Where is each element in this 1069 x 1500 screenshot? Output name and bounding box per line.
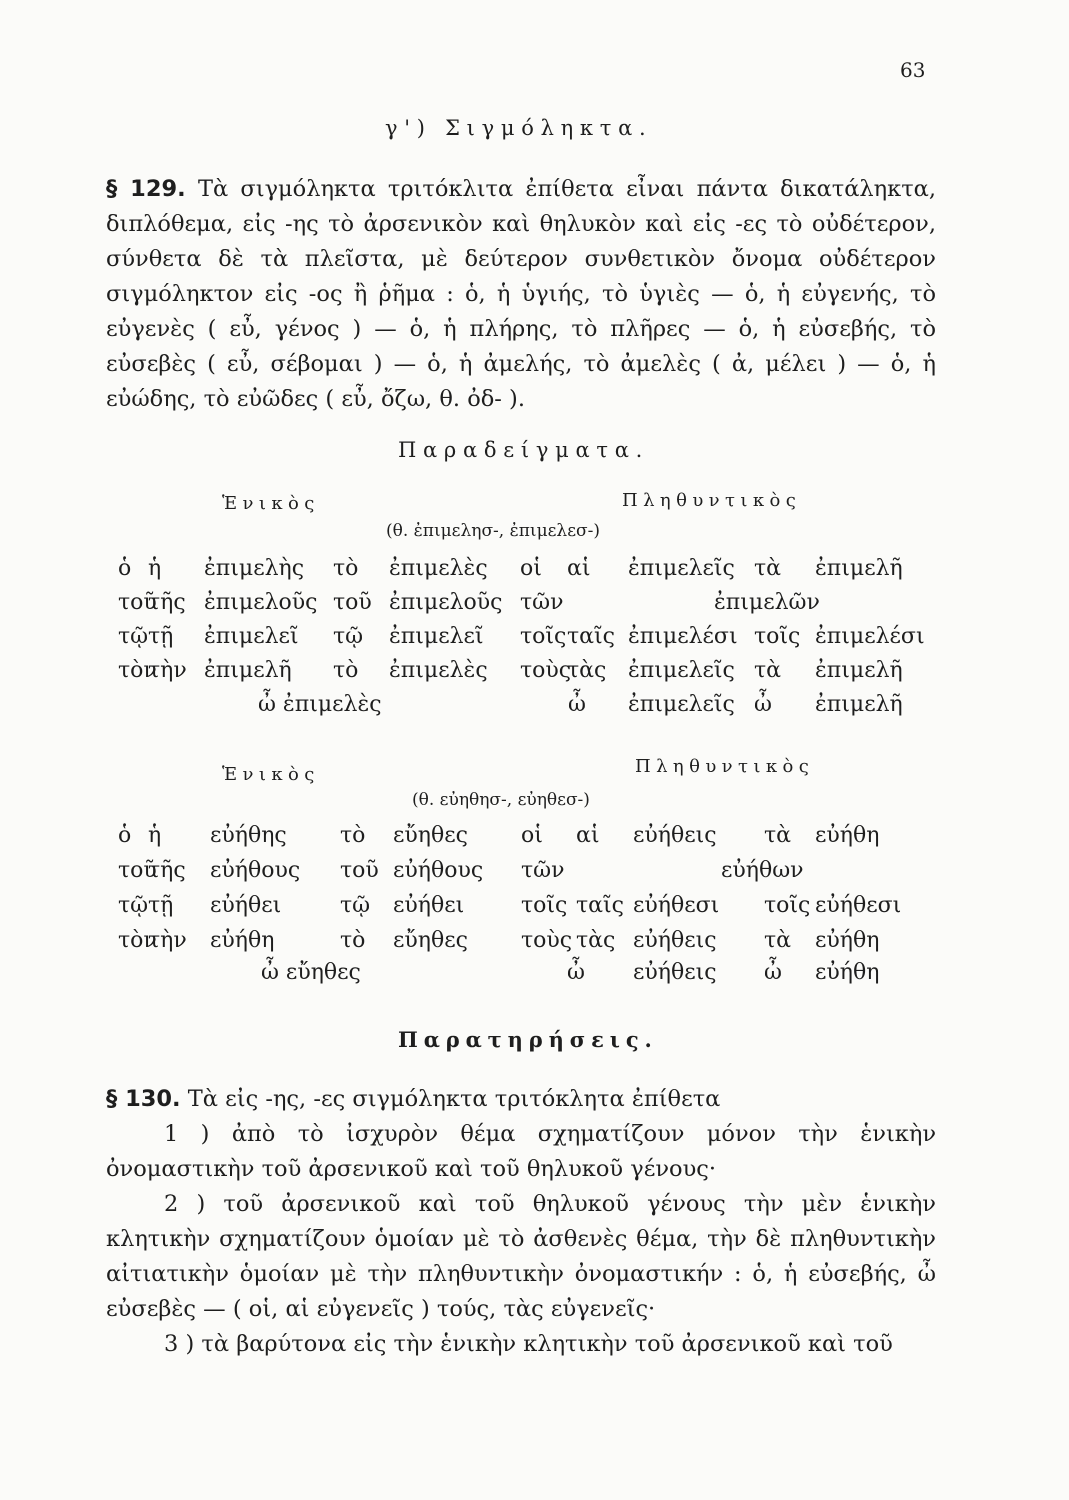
table-cell-article-pl-m: οἱ [520, 556, 542, 581]
table-cell-vocative: ὦ ἐπιμελὲς [258, 692, 382, 717]
table-cell-article-f: τῇ [148, 624, 174, 649]
table-cell-article-n: τῷ [333, 624, 364, 649]
paragraph-130 [106, 1082, 936, 1362]
table-cell-form-pl-mf: ἐπιμελεῖς [628, 556, 735, 581]
table-cell-form-pl-mf: εὐήθεις [633, 823, 717, 848]
table-cell-article-n: τὸ [333, 658, 359, 683]
table-cell-article-m: τὸν [118, 928, 157, 953]
table-cell-article-f: τῇ [148, 893, 174, 918]
table-cell-form-pl-n: ἐπιμελέσι [815, 624, 925, 649]
table-cell-form-pl-mf: εὐήθεσι [633, 893, 720, 918]
section-number: § 130. [106, 1086, 181, 1112]
page-number: 63 [900, 58, 926, 82]
examples-heading: Παραδείγματα. [398, 438, 649, 462]
table-cell-article-m: ὁ [118, 823, 132, 848]
observations-heading: Παρατηρήσεις. [398, 1027, 658, 1052]
table-cell-article-f: τὴν [148, 928, 187, 953]
table-cell-article-pl-f: αἱ [576, 823, 600, 848]
plural-label: Πληθυντικὸς [622, 490, 802, 511]
table-cell-article-pl-f: ταῖς [576, 893, 624, 918]
table-cell-article-pl-f: αἱ [567, 556, 591, 581]
plural-label: Πληθυντικὸς [635, 756, 815, 777]
table-cell-article-m: τοῦ [118, 858, 157, 883]
table-cell-form-pl-mf: ἐπιμελέσι [628, 624, 738, 649]
table-cell-form-pl-n: εὐήθεσι [815, 893, 902, 918]
table-cell-form-mf: ἐπιμελεῖ [204, 624, 299, 649]
table-cell-article-pl-n: τὰ [754, 658, 782, 683]
table-cell-article-pl-n: τὰ [764, 823, 792, 848]
table-cell-form-mf: ἐπιμελῆ [204, 658, 292, 683]
table-cell-vocative: ὦ [568, 692, 586, 717]
stem-label: (θ. ἐπιμελησ-, ἐπιμελεσ-) [386, 521, 600, 541]
table-cell-article-pl-m: τοῖς [521, 893, 568, 918]
table-cell-article-n: τὸ [340, 928, 366, 953]
table-cell-article-pl-f: τὰς [576, 928, 616, 953]
table-cell-form-n: εὔηθες [393, 823, 468, 848]
table-cell-form-n: ἐπιμελὲς [389, 556, 488, 581]
table-cell-article-f: τῆς [148, 590, 186, 615]
table-cell-form-mf: εὐήθης [210, 823, 287, 848]
table-cell-vocative: ὦ [764, 960, 782, 985]
observation-item-2: 2 ) τοῦ ἀρσενικοῦ καὶ τοῦ θηλυκοῦ γένους τὴν μὲν ἑνικὴν κλητικὴν σχηματίζουν ὁμοίαν μὲ τὸ ἀσθενὲς θέμα, τὴν δὲ πληθυντικὴν αἰτιατικὴν ὁμοίαν μὲ τὴν πληθυντικὴν ὀνομαστικήν : ὁ, ἡ εὐσεβής, ὦ εὐσεβὲς — ( οἱ, αἱ εὐγενεῖς ) τούς, τὰς εὐγενεῖς· [106, 1191, 936, 1322]
table-cell-form-pl-n: ἐπιμελῆ [815, 556, 903, 581]
table-cell-article-pl-m: τῶν [520, 590, 564, 615]
table-cell-vocative: ἐπιμελεῖς [628, 692, 735, 717]
singular-label: Ἑνικὸς [222, 764, 320, 785]
table-cell-article-pl-m: τοὺς [521, 928, 573, 953]
table-cell-form-n: εὐήθους [393, 858, 484, 883]
table-cell-article-n: τοῦ [340, 858, 379, 883]
table-cell-article-n: τὸ [333, 556, 359, 581]
stem-label: (θ. εὐηθησ-, εὐηθεσ-) [412, 790, 590, 810]
table-cell-article-pl-f: τὰς [567, 658, 607, 683]
table-cell-vocative: ὦ [754, 692, 772, 717]
table-cell-form-mf: ἐπιμελοῦς [204, 590, 318, 615]
table-cell-article-n: τοῦ [333, 590, 372, 615]
table-cell-article-pl-m: τοὺς [520, 658, 572, 683]
table-cell-vocative: εὐήθεις [633, 960, 717, 985]
observation-item-3: 3 ) τὰ βαρύτονα εἰς τὴν ἑνικὴν κλητικὴν τοῦ ἀρσενικοῦ καὶ τοῦ [164, 1331, 893, 1357]
table-cell-form-n: εὐήθει [393, 893, 465, 918]
table-cell-article-m: τῷ [118, 893, 149, 918]
table-cell-form-pl-mf: εὐήθεις [633, 928, 717, 953]
table-cell-form-n: ἐπιμελεῖ [389, 624, 484, 649]
table-cell-article-pl-n: τὰ [754, 556, 782, 581]
observations-lead [106, 1082, 936, 1117]
table-cell-vocative: ὦ [567, 960, 585, 985]
table-cell-article-m: τοῦ [118, 590, 157, 615]
table-cell-article-pl-f: ταῖς [567, 624, 615, 649]
table-cell-article-m: ὁ [118, 556, 132, 581]
table-cell-article-m: τῷ [118, 624, 149, 649]
observation-item-1: 1 ) ἀπὸ τὸ ἰσχυρὸν θέμα σχηματίζουν μόνον τὴν ἑνικὴν ὀνομαστικὴν τοῦ ἀρσενικοῦ καὶ τοῦ θηλυκοῦ γένους· [106, 1121, 936, 1182]
table-cell-form-mf: εὐήθει [210, 893, 282, 918]
table-cell-article-f: ἡ [148, 556, 162, 581]
singular-label: Ἑνικὸς [222, 493, 320, 514]
table-cell-form-n: εὔηθες [393, 928, 468, 953]
table-cell-form-pl-n: ἐπιμελῆ [815, 658, 903, 683]
table-cell-article-f: τῆς [148, 858, 186, 883]
table-cell-article-pl-m: τοῖς [520, 624, 567, 649]
table-cell-form-n: ἐπιμελὲς [389, 658, 488, 683]
table-cell-form-pl-mf: ἐπιμελῶν [714, 590, 820, 615]
table-cell-form-mf: ἐπιμελὴς [204, 556, 305, 581]
table-cell-form-pl-n: εὐήθη [815, 928, 880, 953]
table-cell-form-pl-n: εὐήθη [815, 823, 880, 848]
section-number: § 129. [106, 176, 186, 202]
paragraph-129 [106, 172, 936, 417]
section-heading: γ') Σιγμόληκτα. [385, 116, 653, 140]
table-cell-article-n: τῷ [340, 893, 371, 918]
table-cell-article-pl-n: τοῖς [764, 893, 811, 918]
table-cell-article-pl-n: τὰ [764, 928, 792, 953]
table-cell-article-f: ἡ [148, 823, 162, 848]
table-cell-form-pl-mf: ἐπιμελεῖς [628, 658, 735, 683]
table-cell-form-n: ἐπιμελοῦς [389, 590, 503, 615]
table-cell-form-mf: εὐήθη [210, 928, 275, 953]
table-cell-vocative: ὦ εὔηθες [261, 960, 361, 985]
table-cell-form-pl-mf: εὐήθων [721, 858, 804, 883]
table-cell-article-n: τὸ [340, 823, 366, 848]
table-cell-article-pl-m: τῶν [521, 858, 565, 883]
table-cell-form-mf: εὐήθους [210, 858, 301, 883]
table-cell-vocative: ἐπιμελῆ [815, 692, 903, 717]
table-cell-article-m: τὸν [118, 658, 157, 683]
table-cell-article-pl-n: τοῖς [754, 624, 801, 649]
paragraph-text: Τὰ σιγμόληκτα τριτόκλιτα ἐπίθετα εἶναι πάντα δικατάληκτα, διπλόθεμα, εἰς -ης τὸ ἀρσενικὸν καὶ θηλυκὸν καὶ εἰς -ες τὸ οὐδέτερον, σύνθετα δὲ τὰ πλεῖστα, μὲ δεύτερον συνθετικὸν ὄνομα οὐδέτερον σιγμόληκτον εἰς -ος ἢ ῥῆμα : ὁ, ἡ ὑγιής, τὸ ὑγιὲς — ὁ, ἡ εὐγενής, τὸ εὐγενὲς ( εὖ, γένος ) — ὁ, ἡ πλήρης, τὸ πλῆρες — ὁ, ἡ εὐσεβής, τὸ εὐσεβὲς ( εὖ, σέβομαι ) — ὁ, ἡ ἀμελής, τὸ ἀμελὲς ( ἀ, μέλει ) — ὁ, ἡ εὐώδης, τὸ εὐῶδες ( εὖ, ὄζω, θ. ὀδ- ). [106, 176, 937, 412]
table-cell-article-pl-m: οἱ [521, 823, 543, 848]
table-cell-vocative: εὐήθη [815, 960, 880, 985]
table-cell-article-f: τὴν [148, 658, 187, 683]
lead-text: Τὰ εἰς -ης, -ες σιγμόληκτα τριτόκλητα ἐπίθετα [187, 1086, 721, 1112]
